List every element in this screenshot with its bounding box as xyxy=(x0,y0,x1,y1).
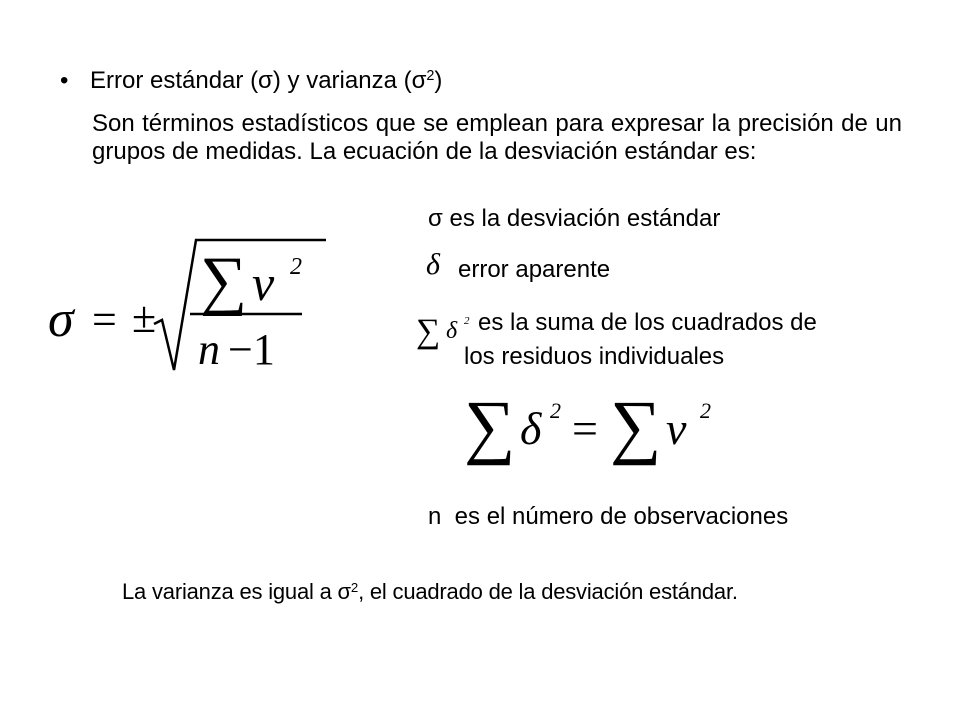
identity-nu: ν xyxy=(666,403,687,454)
identity-sum-right: ∑ xyxy=(610,386,662,466)
heading-superscript: 2 xyxy=(426,68,435,85)
identity-delta: δ xyxy=(520,403,542,454)
footer-text-before: La varianza es igual a σ xyxy=(122,579,351,604)
legend-n: n es el número de observaciones xyxy=(428,503,789,530)
legend-delta-text: error aparente xyxy=(458,256,611,283)
heading xyxy=(60,66,442,96)
legend-sum-exponent: 2 xyxy=(464,315,470,327)
formula-sigma: σ xyxy=(48,291,74,348)
identity-equals: = xyxy=(572,403,598,454)
std-dev-formula xyxy=(40,228,330,378)
formula-sum: ∑ xyxy=(200,244,248,317)
legend-sigma: σ es la desviación estándar xyxy=(428,205,721,232)
intro-paragraph: Son términos estadísticos que se emplean para expresar la precisión de un grupos de medidas. La ecuación de la desviación estándar es: xyxy=(92,110,902,165)
formula-exponent: 2 xyxy=(290,254,302,280)
legend-sum-symbol: ∑ xyxy=(416,313,441,350)
footer-note xyxy=(122,578,738,606)
legend-sum-text-line1: es la suma de los cuadrados de xyxy=(478,309,817,336)
legend-sum-delta: δ xyxy=(446,318,458,344)
identity-equation xyxy=(460,386,730,466)
identity-exponent-right: 2 xyxy=(700,398,711,423)
bullet-icon: • xyxy=(60,67,69,94)
footer-superscript: 2 xyxy=(350,579,359,595)
identity-sum-left: ∑ xyxy=(464,386,516,466)
formula-equals: = xyxy=(92,295,117,344)
heading-text: Error estándar (σ) y varianza (σ xyxy=(90,67,427,94)
formula-denominator-rest: −1 xyxy=(228,325,275,374)
identity-exponent-left: 2 xyxy=(550,398,561,423)
formula-denominator-n: n xyxy=(198,325,220,374)
formula-plusminus: ± xyxy=(132,293,157,342)
legend-sum-text-line2: los residuos individuales xyxy=(464,343,725,370)
formula-nu: ν xyxy=(252,255,275,311)
heading-close: ) xyxy=(434,67,443,94)
legend-delta-symbol: δ xyxy=(426,248,440,281)
footer-text-after: , el cuadrado de la desviación estándar. xyxy=(358,579,738,604)
